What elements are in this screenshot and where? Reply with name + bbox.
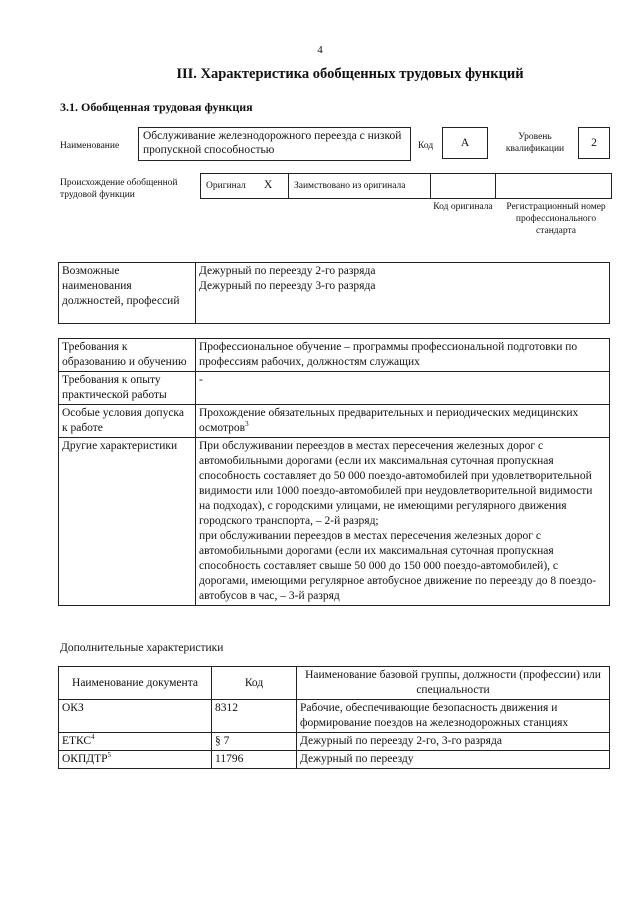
name-label: Наименование bbox=[60, 141, 120, 151]
req-value bbox=[196, 405, 610, 438]
req-label: Особые условия допуска к работе bbox=[59, 405, 196, 438]
row-doc bbox=[59, 751, 212, 769]
req-value-text: при обслуживании переездов в местах пересечения железных дорог с автомобильными дорогами (если их максимальная суточная пропускная способность составляет свыше 50 000 до 150 000 поездо-автомобилей), с дорогами, имеющими регулярное автобусное движение по переезду до 8 поездо-автобусов в час, – 3-й разряд bbox=[199, 530, 597, 602]
row-code: 8312 bbox=[212, 700, 297, 733]
level-value: 2 bbox=[591, 137, 597, 149]
footnote-mark: 5 bbox=[107, 751, 112, 760]
row-doc bbox=[59, 733, 212, 751]
page-number: 4 bbox=[317, 44, 323, 56]
col-header: Наименование базовой группы, должности (профессии) или специальности bbox=[297, 667, 610, 700]
subsection-title: 3.1. Обобщенная трудовая функция bbox=[60, 100, 253, 114]
section-title: III. Характеристика обобщенных трудовых функций bbox=[176, 66, 524, 82]
position-item: Дежурный по переезду 2-го разряда bbox=[199, 265, 376, 277]
borrowed-label: Заимствовано из оригинала bbox=[294, 181, 406, 191]
row-name: Рабочие, обеспечивающие безопасность движения и формирование поездов на железнодорожных станциях bbox=[297, 700, 610, 733]
additional-table bbox=[58, 666, 610, 769]
positions-values bbox=[196, 263, 610, 324]
row-name: Дежурный по переезду bbox=[297, 751, 610, 769]
positions-label: Возможные наименования должностей, профессий bbox=[59, 263, 196, 324]
code-label: Код bbox=[418, 141, 434, 151]
function-name-box bbox=[138, 127, 411, 161]
row-code: § 7 bbox=[212, 733, 297, 751]
level-box bbox=[578, 127, 610, 159]
original-mark: X bbox=[264, 179, 273, 191]
code-box bbox=[442, 127, 488, 159]
col-header: Код bbox=[212, 667, 297, 700]
row-name: Дежурный по переезду 2-го, 3-го разряда bbox=[297, 733, 610, 751]
doc-text: ЕТКС bbox=[62, 735, 92, 747]
positions-table bbox=[58, 262, 610, 324]
footnote-mark: 3 bbox=[245, 420, 249, 429]
function-name: Обслуживание железнодорожного переезда с низкой пропускной способностью bbox=[143, 130, 402, 156]
req-value bbox=[196, 438, 610, 606]
req-value-text: При обслуживании переездов в местах пересечения железных дорог с автомобильными дорогами (если их максимальная суточная пропускная способность составляет до 50 000 поездо-автомобилей при удовлетворительной видимости или 1000 поездо-автомобилей при неудовлетворительной видимости на подходах), с городскими улицами, не имеющими регулярного движения городского транспорта, – 2-й разряд; bbox=[199, 440, 593, 527]
col-header: Наименование документа bbox=[59, 667, 212, 700]
reg-number-caption: Регистрационный номер профессионального стандарта bbox=[506, 202, 606, 236]
row-code: 11796 bbox=[212, 751, 297, 769]
additional-title: Дополнительные характеристики bbox=[60, 642, 224, 654]
req-value: - bbox=[196, 372, 610, 405]
doc-text: ОКПДТР bbox=[62, 753, 108, 765]
row-doc bbox=[59, 700, 212, 733]
position-item: Дежурный по переезду 3-го разряда bbox=[199, 280, 376, 292]
req-label: Требования к опыту практической работы bbox=[59, 372, 196, 405]
code-original-caption: Код оригинала bbox=[433, 202, 493, 212]
origin-label: Происхождение обобщенной трудовой функции bbox=[60, 178, 178, 200]
doc-text: ОКЗ bbox=[62, 702, 84, 714]
requirements-table bbox=[58, 338, 610, 606]
req-value-text: Прохождение обязательных предварительных и периодических медицинских осмотров bbox=[199, 407, 579, 434]
code-value: A bbox=[460, 137, 470, 149]
origin-table bbox=[200, 173, 612, 199]
level-label: Уровень квалификации bbox=[505, 132, 565, 154]
original-label: Оригинал bbox=[206, 181, 246, 191]
req-value: Профессиональное обучение – программы профессиональной подготовки по профессиям рабочих, должностям служащих bbox=[196, 339, 610, 372]
req-label: Другие характеристики bbox=[59, 438, 196, 606]
req-label: Требования к образованию и обучению bbox=[59, 339, 196, 372]
footnote-mark: 4 bbox=[91, 733, 95, 742]
